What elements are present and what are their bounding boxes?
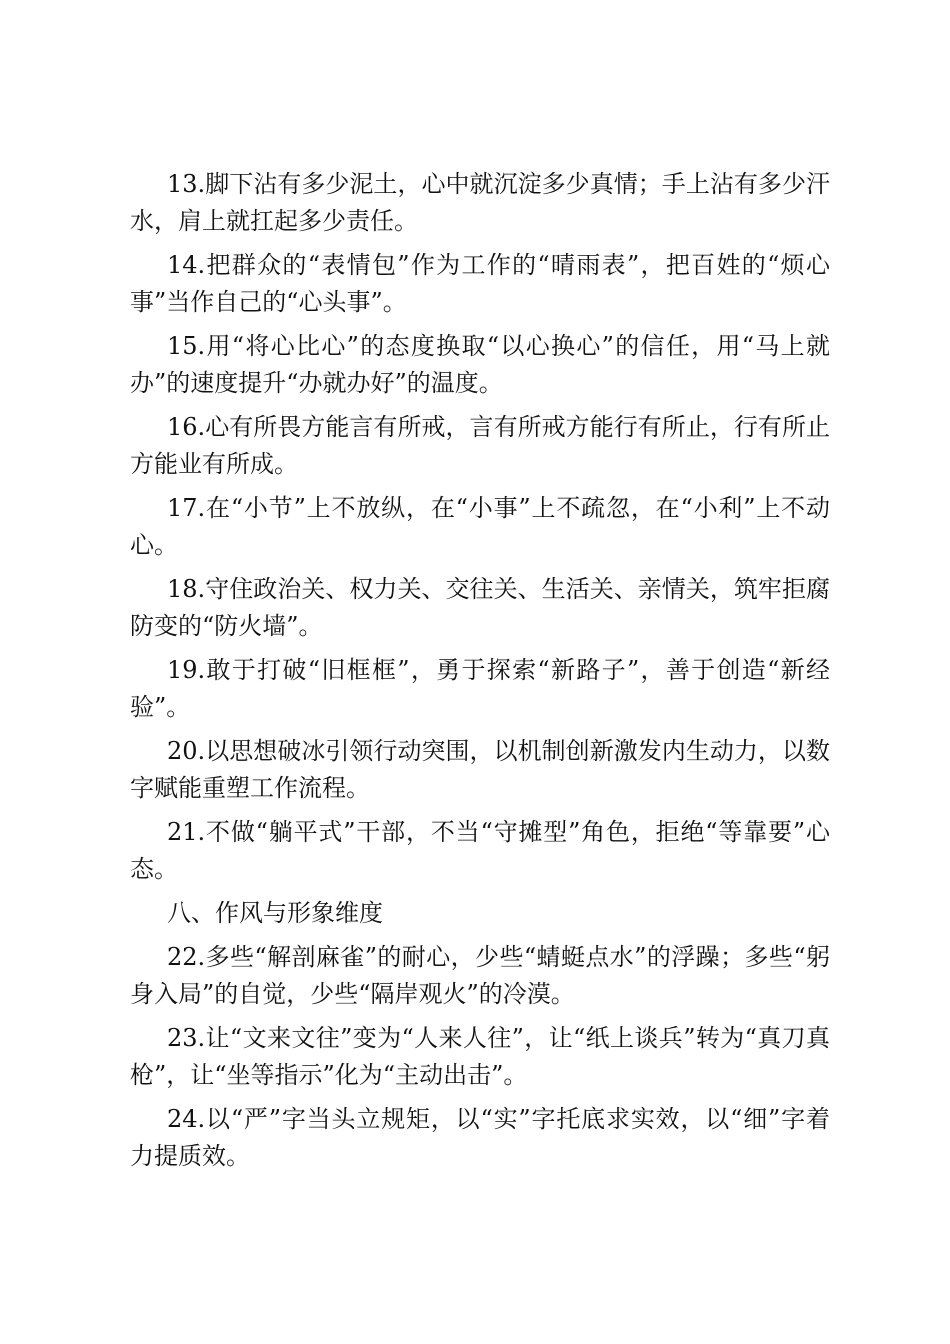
paragraph-22: 22.多些“解剖麻雀”的耐心，少些“蜻蜓点水”的浮躁；多些“躬身入局”的自觉，少些“隔岸观火”的冷漠。 xyxy=(130,943,830,1008)
paragraph-17: 17.在“小节”上不放纵，在“小事”上不疏忽，在“小利”上不动心。 xyxy=(130,494,830,559)
paragraph-18: 18.守住政治关、权力关、交往关、生活关、亲情关，筑牢拒腐防变的“防火墙”。 xyxy=(130,575,830,640)
paragraph-15: 15.用“将心比心”的态度换取“以心换心”的信任，用“马上就办”的速度提升“办就办好”的温度。 xyxy=(130,332,830,397)
paragraph-19: 19.敢于打破“旧框框”，勇于探索“新路子”，善于创造“新经验”。 xyxy=(130,656,830,721)
section-heading: 八、作风与形象维度 xyxy=(167,899,383,927)
paragraph-14: 14.把群众的“表情包”作为工作的“晴雨表”，把百姓的“烦心事”当作自己的“心头事”。 xyxy=(130,251,830,316)
paragraph-21: 21.不做“躺平式”干部，不当“守摊型”角色，拒绝“等靠要”心态。 xyxy=(130,818,830,883)
paragraph-24: 24.以“严”字当头立规矩，以“实”字托底求实效，以“细”字着力提质效。 xyxy=(130,1105,830,1170)
paragraph-20: 20.以思想破冰引领行动突围，以机制创新激发内生动力，以数字赋能重塑工作流程。 xyxy=(130,737,830,802)
paragraph-16: 16.心有所畏方能言有所戒，言有所戒方能行有所止，行有所止方能业有所成。 xyxy=(130,413,830,478)
document-body xyxy=(130,166,830,1182)
paragraph-13: 13.脚下沾有多少泥土，心中就沉淀多少真情；手上沾有多少汗水，肩上就扛起多少责任。 xyxy=(130,170,830,235)
paragraph-23: 23.让“文来文往”变为“人来人往”，让“纸上谈兵”转为“真刀真枪”，让“坐等指示”化为“主动出击”。 xyxy=(130,1024,830,1089)
